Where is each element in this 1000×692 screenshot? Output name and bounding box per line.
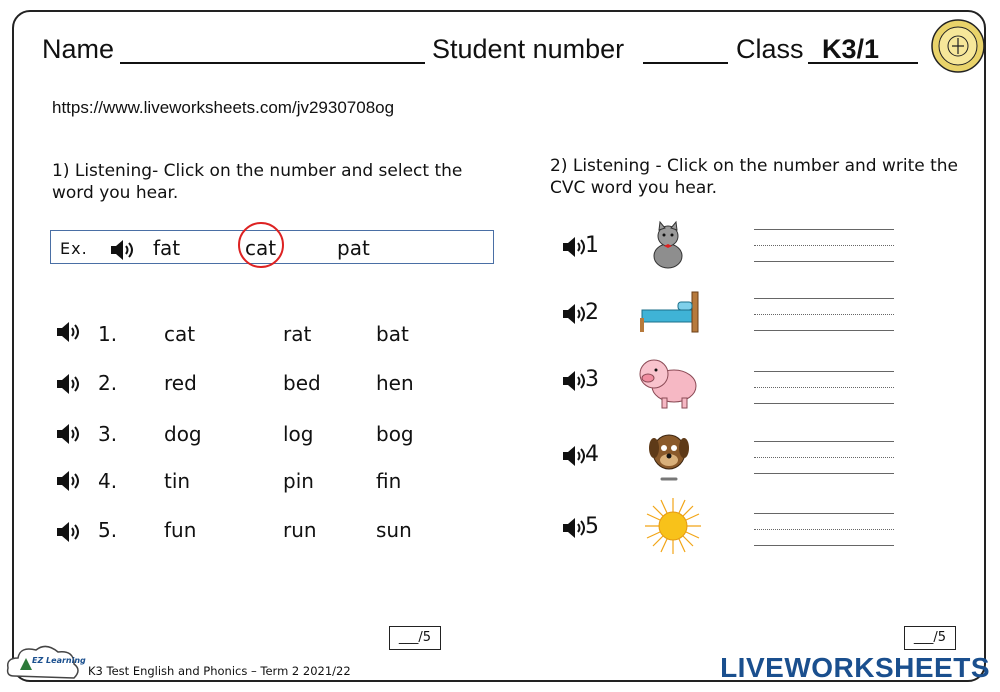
word-option[interactable]: bog bbox=[376, 422, 414, 446]
speaker-icon[interactable] bbox=[54, 370, 82, 398]
answer-input-4[interactable] bbox=[754, 473, 894, 474]
item-number[interactable]: 2 bbox=[585, 300, 599, 325]
word-option[interactable]: fin bbox=[376, 469, 402, 493]
item-number[interactable]: 4 bbox=[585, 442, 599, 467]
word-option[interactable]: dog bbox=[164, 422, 202, 446]
row-number[interactable]: 2. bbox=[98, 371, 118, 395]
row-number[interactable]: 4. bbox=[98, 469, 118, 493]
word-option[interactable]: bed bbox=[283, 371, 321, 395]
class-value: K3/1 bbox=[822, 34, 880, 64]
word-option[interactable]: run bbox=[283, 518, 317, 542]
name-label: Name bbox=[42, 34, 115, 64]
dog-picture bbox=[644, 424, 694, 484]
worksheet-url[interactable]: https://www.liveworksheets.com/jv2930708og bbox=[52, 98, 395, 117]
selected-answer-circle bbox=[238, 222, 284, 268]
writing-guide-line bbox=[754, 441, 894, 442]
word-option[interactable]: pin bbox=[283, 469, 314, 493]
speaker-icon[interactable] bbox=[54, 420, 82, 448]
answer-input-2[interactable] bbox=[754, 330, 894, 331]
writing-guide-line bbox=[754, 229, 894, 230]
sun-picture bbox=[643, 496, 703, 556]
speaker-icon[interactable] bbox=[54, 318, 82, 346]
section1-instruction: 1) Listening- Click on the number and select the word you hear. bbox=[52, 161, 463, 203]
row-number[interactable]: 3. bbox=[98, 422, 118, 446]
school-seal-logo bbox=[930, 18, 986, 74]
writing-guide-line bbox=[754, 298, 894, 299]
speaker-icon[interactable] bbox=[54, 518, 82, 546]
speaker-icon[interactable] bbox=[108, 236, 136, 264]
bed-picture bbox=[638, 288, 702, 336]
example-label: Ex. bbox=[60, 239, 88, 258]
word-option[interactable]: tin bbox=[164, 469, 191, 493]
speaker-icon[interactable] bbox=[560, 514, 588, 542]
word-option[interactable]: log bbox=[283, 422, 314, 446]
section2-instruction: 2) Listening - Click on the number and write the CVC word you hear. bbox=[550, 156, 959, 198]
row-number[interactable]: 5. bbox=[98, 518, 118, 542]
section1-score-box: ___/5 bbox=[389, 626, 441, 650]
word-option[interactable]: red bbox=[164, 371, 197, 395]
answer-input-3[interactable] bbox=[754, 403, 894, 404]
section2-score-box: ___/5 bbox=[904, 626, 956, 650]
writing-guide-line bbox=[754, 513, 894, 514]
word-option[interactable]: rat bbox=[283, 322, 312, 346]
writing-guide-line bbox=[754, 387, 894, 388]
word-option[interactable]: cat bbox=[164, 322, 196, 346]
answer-input-1[interactable] bbox=[754, 261, 894, 262]
speaker-icon[interactable] bbox=[54, 467, 82, 495]
footer-text: K3 Test English and Phonics – Term 2 2021/22 bbox=[88, 664, 351, 678]
example-option[interactable]: fat bbox=[153, 236, 181, 260]
writing-guide-line bbox=[754, 371, 894, 372]
answer-input-5[interactable] bbox=[754, 545, 894, 546]
example-option[interactable]: cat bbox=[245, 236, 277, 260]
writing-guide-line bbox=[754, 245, 894, 246]
item-number[interactable]: 3 bbox=[585, 367, 599, 392]
word-option[interactable]: bat bbox=[376, 322, 409, 346]
row-number[interactable]: 1. bbox=[98, 322, 118, 346]
speaker-icon[interactable] bbox=[560, 367, 588, 395]
word-option[interactable]: sun bbox=[376, 518, 412, 542]
example-option[interactable]: pat bbox=[337, 236, 370, 260]
cat-picture bbox=[646, 220, 690, 272]
item-number[interactable]: 1 bbox=[585, 233, 599, 258]
ez-learning-logo-text: EZ Learning bbox=[32, 656, 86, 665]
word-option[interactable]: fun bbox=[164, 518, 197, 542]
speaker-icon[interactable] bbox=[560, 442, 588, 470]
student-number-field[interactable] bbox=[643, 62, 728, 64]
student-number-label: Student number bbox=[432, 34, 625, 64]
pig-picture bbox=[634, 350, 702, 412]
speaker-icon[interactable] bbox=[560, 300, 588, 328]
liveworksheets-brand[interactable]: LIVEWORKSHEETS bbox=[720, 652, 990, 683]
writing-guide-line bbox=[754, 457, 894, 458]
writing-guide-line bbox=[754, 529, 894, 530]
word-option[interactable]: hen bbox=[376, 371, 414, 395]
speaker-icon[interactable] bbox=[560, 233, 588, 261]
item-number[interactable]: 5 bbox=[585, 514, 599, 539]
writing-guide-line bbox=[754, 314, 894, 315]
class-label: Class bbox=[736, 34, 804, 64]
name-field[interactable] bbox=[120, 62, 425, 64]
